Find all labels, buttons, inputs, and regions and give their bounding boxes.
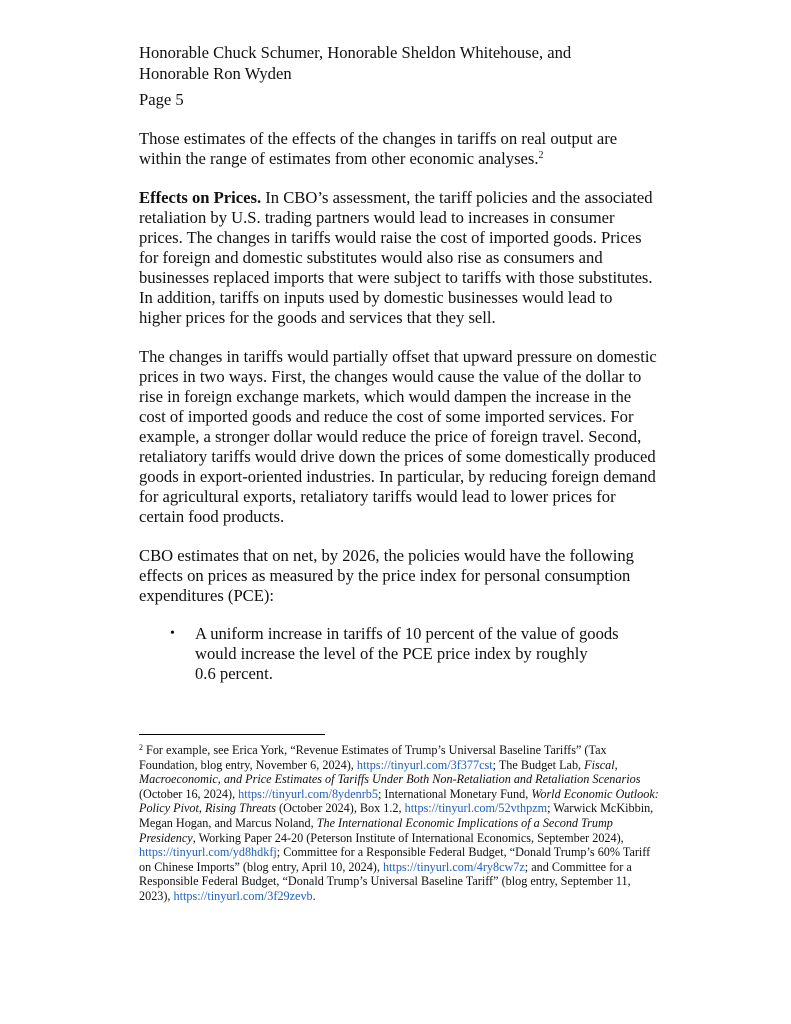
bullet-line: A uniform increase in tariffs of 10 percent of the value of goods — [195, 623, 619, 643]
footnote-link[interactable]: https://tinyurl.com/3f29zevb — [173, 888, 313, 903]
footnote-text: . — [312, 888, 316, 903]
footnote-text: ; and Committee for a Responsible Federal Budget, “Donald Trump’s Universal Baseline Tariff” (blog entry, September 11, 2023), — [139, 859, 632, 903]
footnote-number: 2 — [139, 743, 143, 752]
footnote-text: ; The Budget Lab, — [492, 757, 585, 772]
footnote — [139, 743, 659, 904]
footnote-link[interactable]: https://tinyurl.com/8ydenrb5 — [238, 786, 378, 801]
recipient-line-1: Honorable Chuck Schumer, Honorable Sheldon Whitehouse, and — [139, 43, 572, 62]
paragraph-net-estimates: CBO estimates that on net, by 2026, the policies would have the following effects on prices as measured by the price index for personal consumption expenditures (PCE): — [139, 545, 634, 605]
footnote-link[interactable]: https://tinyurl.com/3f377cst — [356, 757, 493, 772]
footnote-title: World Economic Outlook: Policy Pivot, Rising Threats — [139, 786, 659, 816]
footnote-text: ; Warwick McKibbin, Megan Hogan, and Marcus Noland, — [139, 801, 654, 830]
recipient-line-2: Honorable Ron Wyden — [139, 63, 292, 83]
footnote-text: For example, see Erica York, “Revenue Estimates of Trump’s Universal Baseline Tariffs” (Tax Foundation, blog entry, November 6, 2024), — [139, 743, 607, 772]
paragraph-offsets: The changes in tariffs would partially offset that upward pressure on domestic prices in two ways. First, the changes would cause the value of the dollar to rise in foreign exchange markets, which would dampen the increase in the cost of imported goods and reduce the cost of some imported services. For example, a stronger dollar would reduce the price of foreign travel. Second, retaliatory tariffs would drive down the prices of some domestically produced goods in export-oriented industries. In particular, by reducing foreign demand for agricultural exports, retaliatory tariffs would lead to lower prices for certain food products. — [139, 346, 657, 526]
footnote-title: The International Economic Implications of a Second Trump Presidency — [139, 815, 613, 845]
bullet-line: 0.6 percent. — [195, 663, 273, 683]
bullet-icon: • — [170, 625, 175, 641]
footnote-link[interactable]: https://tinyurl.com/52vthpzm — [404, 801, 548, 816]
footnote-link[interactable]: https://tinyurl.com/yd8hdkfj — [139, 845, 277, 860]
footnote-ref[interactable]: 2 — [538, 149, 544, 161]
letter-page — [139, 43, 659, 684]
paragraph-effects-on-prices — [139, 188, 659, 328]
footnote-text: (October 16, 2024), — [139, 786, 239, 801]
footnote-link[interactable]: https://tinyurl.com/4ry8cw7z — [382, 859, 525, 874]
paragraph-text: Those estimates of the effects of the changes in tariffs on real output are within the range of estimates from other economic analyses. — [139, 128, 618, 168]
footnote-title: Fiscal, Macroeconomic, and Price Estimates of Tariffs Under Both Non-Retaliation and Retaliation Scenarios — [139, 757, 641, 787]
section-heading: Effects on Prices. — [139, 187, 262, 207]
footnote-text: ; Committee for a Responsible Federal Budget, “Donald Trump’s 60% Tariff on Chinese Imports” (blog entry, April 10, 2024), — [139, 845, 651, 874]
footnote-text: ; International Monetary Fund, — [377, 786, 532, 801]
paragraph-text: In CBO’s assessment, the tariff policies and the associated retaliation by U.S. trading partners would lead to increases in consumer prices. The changes in tariffs would raise the cost of imported goods. Prices for foreign and domestic substitutes would also rise as consumers and businesses replaced imports that were subject to tariffs with those substitutes. In addition, tariffs on inputs used by domestic businesses would lead to higher prices for the goods and services that they sell. — [139, 187, 653, 327]
bullet-line: would increase the level of the PCE price index by roughly — [195, 643, 588, 663]
page-number: Page 5 — [139, 90, 184, 109]
footnote-divider — [139, 734, 325, 735]
footnote-text: , Working Paper 24-20 (Peterson Institute of International Economics, September 2024), — [192, 830, 624, 845]
footnote-text: (October 2024), Box 1.2, — [275, 801, 405, 816]
list-item — [170, 623, 659, 684]
paragraph-output-estimates — [139, 129, 659, 169]
bullet-list — [139, 624, 659, 684]
